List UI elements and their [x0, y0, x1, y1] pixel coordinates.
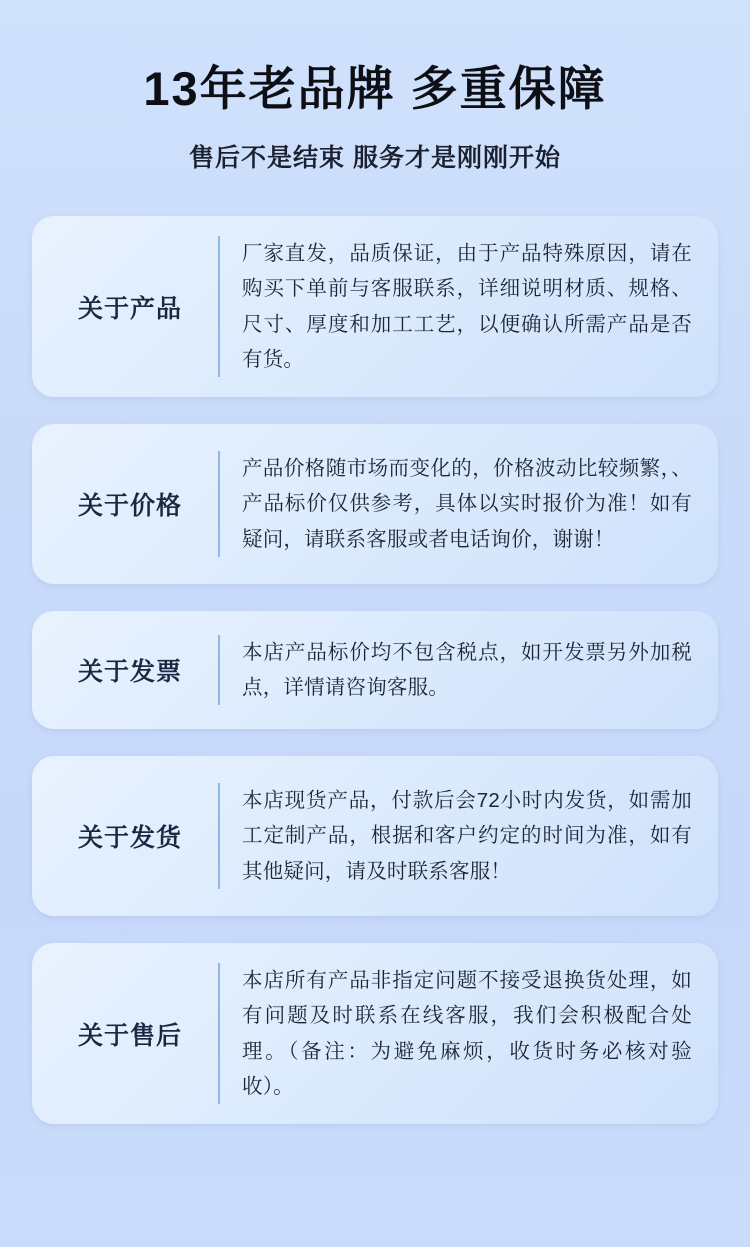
info-card-shipping: [32, 756, 718, 916]
info-card-label: 关于产品: [77, 294, 182, 323]
info-card-list: [0, 216, 750, 1124]
info-card-text: 本店产品标价均不包含税点，如开发票另外加税点，详情请咨询客服。: [218, 635, 692, 706]
info-card-price: [32, 424, 718, 584]
info-card-invoice: [32, 611, 718, 729]
info-card-label: 关于售后: [77, 1021, 182, 1050]
page-subtitle: 售后不是结束 服务才是刚刚开始: [189, 144, 561, 173]
info-card-aftersales: [32, 943, 718, 1124]
info-card-label: 关于发票: [77, 658, 182, 687]
info-card-text: 本店所有产品非指定问题不接受退换货处理，如有问题及时联系在线客服，我们会积极配合处理。（备注：为避免麻烦，收货时务必核对验收）。: [218, 963, 692, 1104]
header: [0, 0, 750, 174]
page-title: 13年老品牌 多重保障: [143, 62, 607, 115]
info-card-text: 产品价格随市场而变化的，价格波动比较频繁，、产品标价仅供参考，具体以实时报价为准！如有疑问，请联系客服或者电话询价，谢谢！: [218, 451, 692, 557]
info-card-label: 关于发货: [77, 824, 182, 853]
info-card-text: 本店现货产品，付款后会72小时内发货，如需加工定制产品，根据和客户约定的时间为准，如有其他疑问，请及时联系客服！: [218, 783, 692, 889]
info-card-text: 厂家直发，品质保证，由于产品特殊原因，请在购买下单前与客服联系，详细说明材质、规格、尺寸、厚度和加工工艺，以便确认所需产品是否有货。: [218, 236, 692, 377]
info-card-product: [32, 216, 718, 397]
info-card-label: 关于价格: [77, 492, 182, 521]
